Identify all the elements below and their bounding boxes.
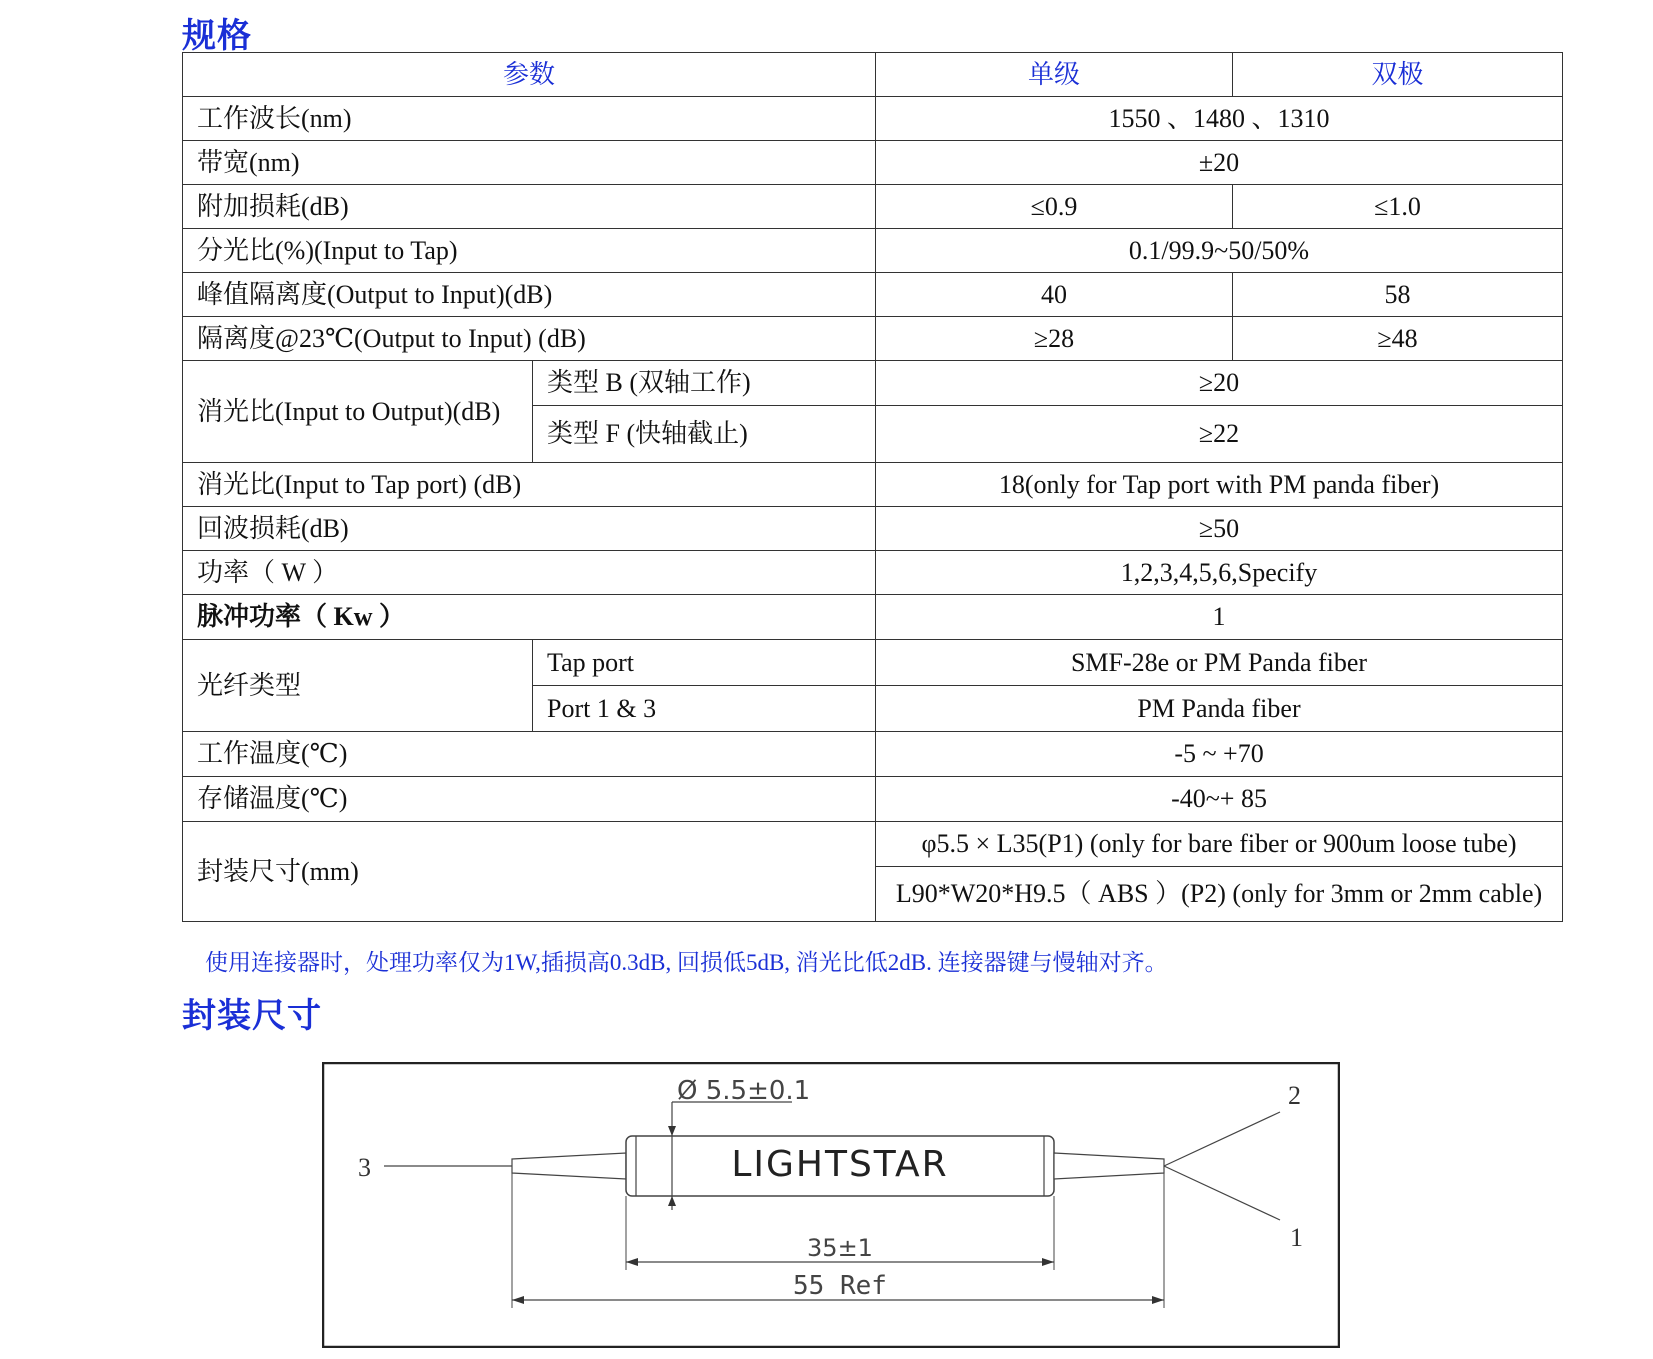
row-value-single: 40 <box>876 273 1233 317</box>
row-label: 存储温度(℃) <box>183 777 876 822</box>
row-sublabel: 类型 F (快轴截止) <box>533 406 876 463</box>
table-row <box>183 317 1563 361</box>
row-value-single: ≥28 <box>876 317 1233 361</box>
port-2-label: 2 <box>1288 1081 1301 1110</box>
row-label: 工作波长(nm) <box>183 97 876 141</box>
table-row <box>183 640 1563 686</box>
row-label: 峰值隔离度(Output to Input)(dB) <box>183 273 876 317</box>
row-value: 1550 、1480 、1310 <box>876 97 1563 141</box>
row-value: -5 ~ +70 <box>876 732 1563 777</box>
table-row <box>183 273 1563 317</box>
port-1-label: 1 <box>1290 1223 1303 1252</box>
row-value-dual: ≥48 <box>1233 317 1563 361</box>
package-heading: 封装尺寸 <box>182 996 322 1036</box>
table-row <box>183 361 1563 406</box>
row-label: 工作温度(℃) <box>183 732 876 777</box>
row-label: 分光比(%)(Input to Tap) <box>183 229 876 273</box>
header-single: 单级 <box>876 53 1233 97</box>
table-row <box>183 507 1563 551</box>
row-value-dual: 58 <box>1233 273 1563 317</box>
table-row <box>183 97 1563 141</box>
body-length-label: 35±1 <box>807 1234 873 1262</box>
header-param: 参数 <box>183 53 876 97</box>
diameter-label: Ø 5.5±0.1 <box>677 1076 811 1106</box>
row-value: PM Panda fiber <box>876 686 1563 732</box>
row-label: 光纤类型 <box>183 640 533 732</box>
table-row <box>183 185 1563 229</box>
header-dual: 双极 <box>1233 53 1563 97</box>
spec-table <box>182 52 1563 922</box>
row-value: ≥20 <box>876 361 1563 406</box>
row-sublabel: 类型 B (双轴工作) <box>533 361 876 406</box>
row-value: SMF-28e or PM Panda fiber <box>876 640 1563 686</box>
row-value: 1 <box>876 595 1563 640</box>
port-3-label: 3 <box>358 1153 371 1182</box>
row-value: L90*W20*H9.5（ ABS ）(P2) (only for 3mm or 2mm cable) <box>876 867 1563 922</box>
total-length-label: 55 Ref <box>793 1271 887 1301</box>
table-row <box>183 595 1563 640</box>
table-row <box>183 229 1563 273</box>
row-sublabel: Port 1 & 3 <box>533 686 876 732</box>
connector-note: 使用连接器时，处理功率仅为1W,插损高0.3dB, 回损低5dB, 消光比低2dB. 连接器键与慢轴对齐。 <box>205 950 1168 975</box>
brand-logo: LIGHTSTAR <box>731 1144 949 1185</box>
table-row <box>183 463 1563 507</box>
table-row <box>183 551 1563 595</box>
row-label: 回波损耗(dB) <box>183 507 876 551</box>
row-sublabel: Tap port <box>533 640 876 686</box>
drawing-frame <box>323 1063 1339 1347</box>
row-label: 封装尺寸(mm) <box>183 822 876 922</box>
table-header-row <box>183 53 1563 97</box>
row-label: 消光比(Input to Tap port) (dB) <box>183 463 876 507</box>
table-row <box>183 777 1563 822</box>
table-row <box>183 822 1563 867</box>
row-label: 附加损耗(dB) <box>183 185 876 229</box>
table-row <box>183 141 1563 185</box>
row-value: ≥22 <box>876 406 1563 463</box>
row-label: 带宽(nm) <box>183 141 876 185</box>
row-value-dual: ≤1.0 <box>1233 185 1563 229</box>
row-value: ≥50 <box>876 507 1563 551</box>
row-value: ±20 <box>876 141 1563 185</box>
row-label: 消光比(Input to Output)(dB) <box>183 361 533 463</box>
row-value: 0.1/99.9~50/50% <box>876 229 1563 273</box>
row-value: 18(only for Tap port with PM panda fiber) <box>876 463 1563 507</box>
row-value: φ5.5 × L35(P1) (only for bare fiber or 900um loose tube) <box>876 822 1563 867</box>
table-row <box>183 732 1563 777</box>
row-value: 1,2,3,4,5,6,Specify <box>876 551 1563 595</box>
row-value-single: ≤0.9 <box>876 185 1233 229</box>
row-value: -40~+ 85 <box>876 777 1563 822</box>
row-label: 功率（ W ） <box>183 551 876 595</box>
row-label: 脉冲功率（ Kw ） <box>183 595 876 640</box>
spec-heading: 规格 <box>182 16 252 56</box>
row-label: 隔离度@23℃(Output to Input) (dB) <box>183 317 876 361</box>
package-drawing <box>322 1062 1340 1348</box>
